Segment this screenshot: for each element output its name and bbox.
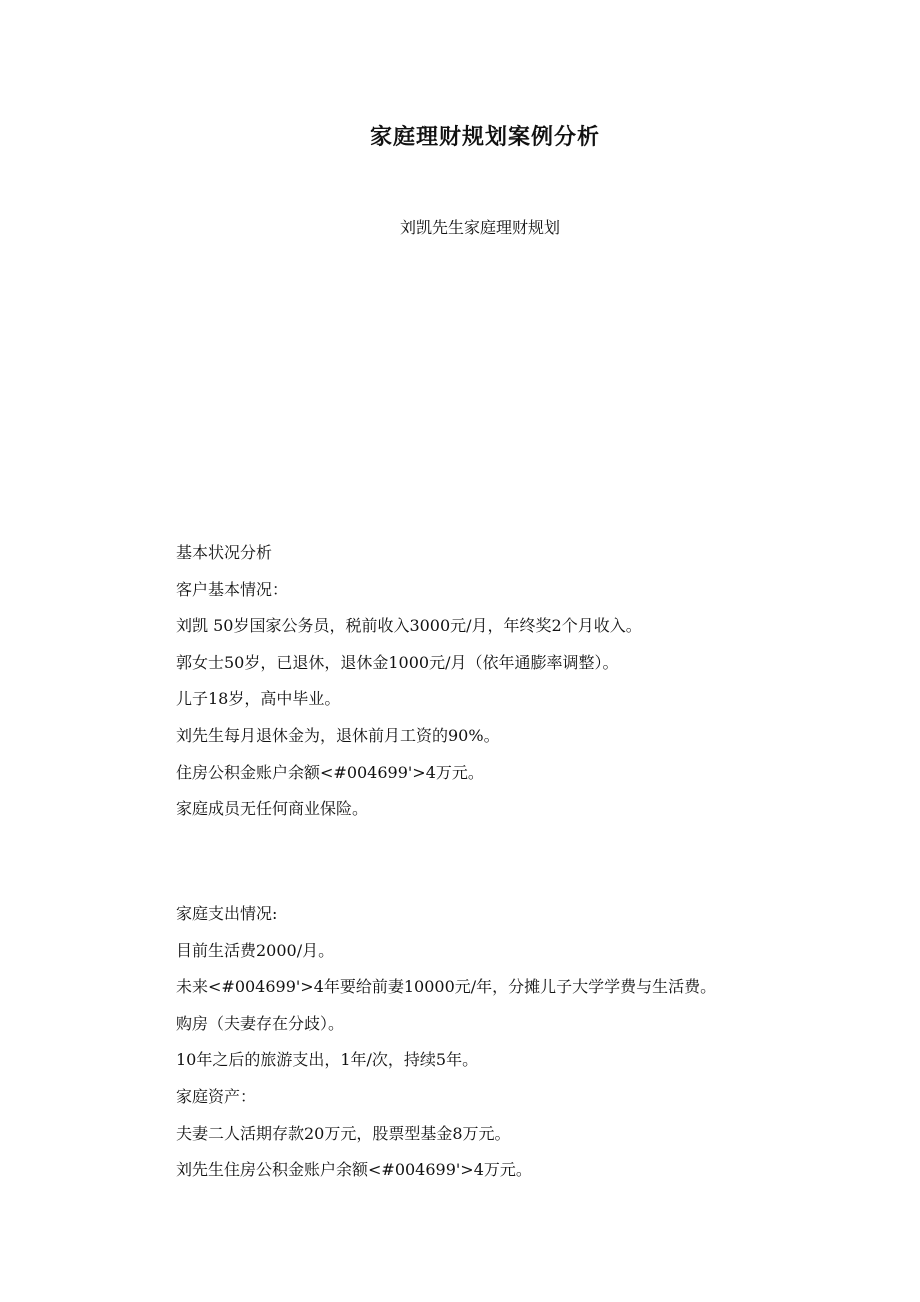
text-line: 购房（夫妻存在分歧）。 <box>176 1013 345 1033</box>
basic-situation-section <box>176 535 876 828</box>
text-line: 儿子18岁，高中毕业。 <box>176 689 341 709</box>
text-line: 未来<#004699'>4年要给前妻10000元/年，分摊儿子大学学费与生活费。 <box>176 977 717 997</box>
family-expense-section <box>176 896 876 1189</box>
text-line: 刘先生每月退休金为，退休前月工资的90%。 <box>176 725 500 745</box>
document-subtitle: 刘凯先生家庭理财规划 <box>399 218 560 237</box>
expense-heading: 家庭支出情况: <box>176 904 278 923</box>
text-line: 郭女士50岁，已退休，退休金1000元/月（依年通膨率调整）。 <box>176 652 619 672</box>
assets-heading: 家庭资产： <box>176 1086 257 1106</box>
section-heading-basic-analysis: 基本状况分析 <box>176 543 273 562</box>
text-line: 刘先生住房公积金账户余额<#004699'>4万元。 <box>176 1160 532 1180</box>
text-line: 家庭成员无任何商业保险。 <box>176 799 369 819</box>
text-line: 夫妻二人活期存款20万元，股票型基金8万元。 <box>176 1123 511 1143</box>
text-line: 10年之后的旅游支出，1年/次，持续5年。 <box>176 1050 479 1070</box>
document-title: 家庭理财规划案例分析 <box>369 124 600 150</box>
text-line: 目前生活费2000/月。 <box>176 940 335 960</box>
text-line: 刘凯 50岁国家公务员，税前收入3000元/月，年终奖2个月收入。 <box>176 616 642 636</box>
text-line: 住房公积金账户余额<#004699'>4万元。 <box>176 762 484 782</box>
client-info-heading: 客户基本情况： <box>176 579 289 599</box>
